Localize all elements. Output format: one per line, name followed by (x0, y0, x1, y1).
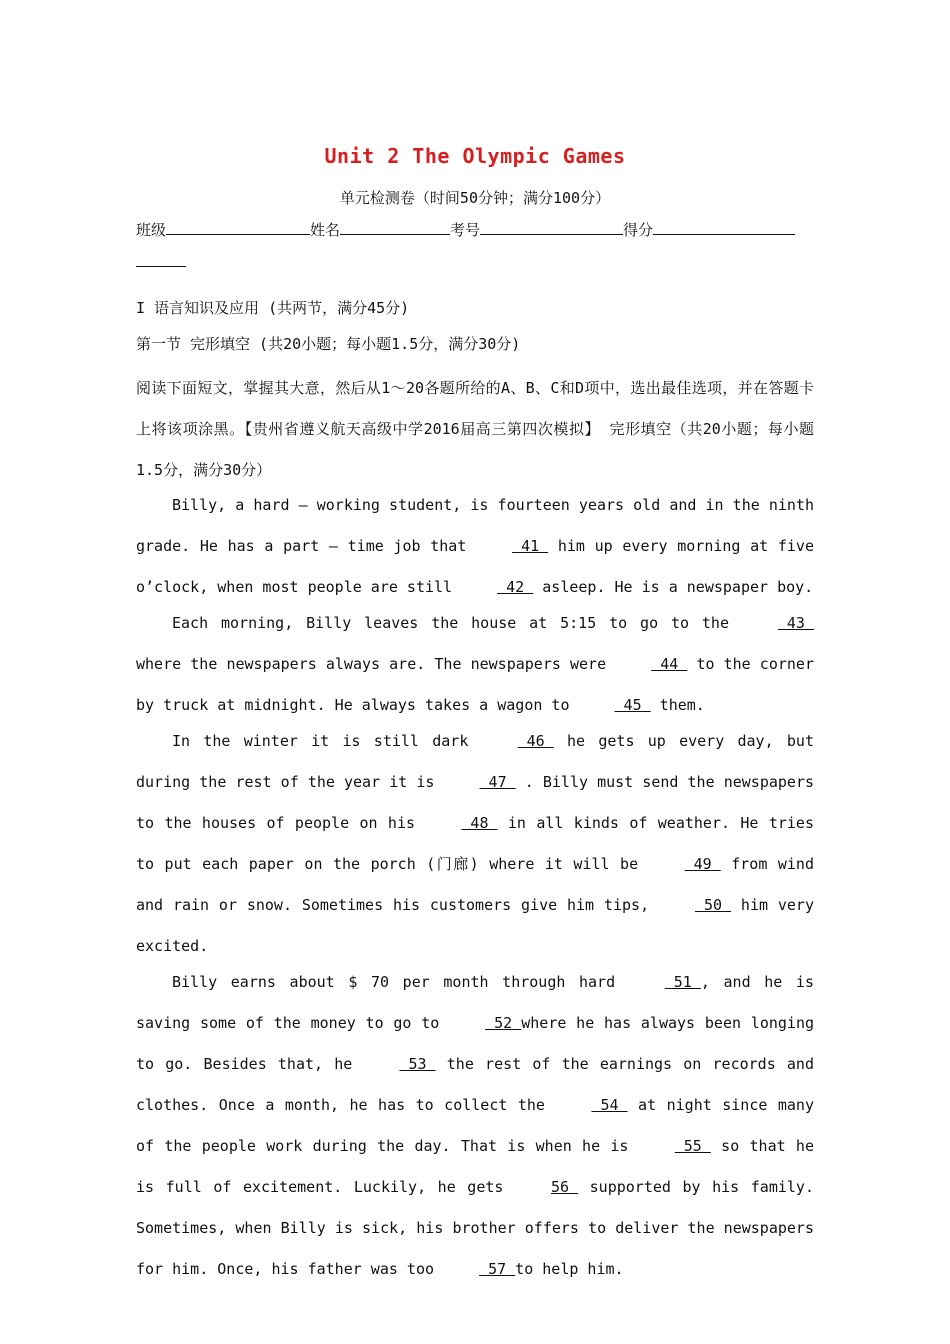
unit-title: Unit 2 The Olympic Games (324, 144, 626, 168)
passage-text: in all kinds of weather. He tries to put each paper on the porch (门廊) where it will be (136, 814, 814, 873)
blank-51: 51 (664, 973, 701, 991)
name-label: 姓名 (310, 221, 341, 239)
exam-subtitle: 单元检测卷（时间50分钟；满分100分） (339, 189, 611, 207)
blank-48: 48 (461, 814, 498, 832)
passage-text: Billy, a hard – working student, is fourteen years old and in the ninth grade. He has a part – time job that (136, 496, 814, 555)
blank-44: 44 (651, 655, 688, 673)
passage-text: In the winter it is still dark (172, 732, 482, 750)
blank-43: 43 (777, 614, 814, 632)
passage-text: him very excited. (136, 896, 814, 955)
passage-text: where he has always been longing to go. Besides that, he (136, 1014, 815, 1073)
blank-52: 52 (485, 1014, 522, 1032)
subsection-heading: 第一节 完形填空 (共20小题；每小题1.5分，满分30分) (136, 335, 521, 353)
passage-text: him up every morning at five o’clock, when most people are still (136, 537, 814, 596)
passage-text: , and he is saving some of the money to go to (136, 973, 814, 1032)
blank-56: 56 (550, 1178, 579, 1196)
cloze-passage (136, 485, 814, 1285)
score-label: 得分 (623, 221, 654, 239)
passage-text: Billy earns about $ 70 per month through hard (172, 973, 629, 991)
passage-text: them. (650, 696, 705, 714)
section-heading: I 语言知识及应用 (共两节，满分45分) (136, 299, 410, 317)
paragraph-1 (136, 485, 814, 608)
paragraph-3 (136, 721, 814, 967)
score-blank-continuation (136, 266, 186, 267)
passage-text: to the corner by truck at midnight. He always takes a wagon to (136, 655, 814, 714)
passage-text: asleep. He is a newspaper boy. (533, 578, 814, 596)
blank-53: 53 (399, 1055, 436, 1073)
exam-no-label: 考号 (450, 221, 481, 239)
class-label: 班级 (136, 221, 167, 239)
blank-42: 42 (497, 578, 534, 596)
passage-text: at night since many of the people work during the day. That is when he is (136, 1096, 814, 1155)
blank-55: 55 (674, 1137, 711, 1155)
exam-no-blank (480, 220, 623, 235)
blank-54: 54 (591, 1096, 628, 1114)
blank-45: 45 (614, 696, 651, 714)
passage-text: from wind and rain or snow. Sometimes his customers give him tips, (136, 855, 814, 914)
paragraph-2 (136, 603, 814, 726)
passage-text: Each morning, Billy leaves the house at 5:15 to go to the (172, 614, 742, 632)
passage-text: so that he is full of excitement. Luckily, he gets (136, 1137, 814, 1196)
student-info-line (136, 219, 814, 240)
score-blank (653, 220, 795, 235)
class-blank (166, 220, 310, 235)
blank-41: 41 (512, 537, 549, 555)
blank-47: 47 (479, 773, 516, 791)
passage-text: where the newspapers always are. The newspapers were (136, 655, 616, 673)
instructions: 阅读下面短文，掌握其大意，然后从1～20各题所给的A、B、C和D项中，选出最佳选项，并在答题卡上将该项涂黑。【贵州省遵义航天高级中学2016届高三第四次模拟】 完形填空（共20小题；每小题1.5分，满分30分） (136, 379, 814, 479)
blank-46: 46 (517, 732, 554, 750)
passage-text: he gets up every day, but during the rest of the year it is (136, 732, 814, 791)
blank-49: 49 (684, 855, 721, 873)
passage-text: the rest of the earnings on records and clothes. Once a month, he has to collect the (136, 1055, 814, 1114)
name-blank (340, 220, 450, 235)
passage-text: to help him. (515, 1260, 624, 1278)
passage-text: supported by his family. Sometimes, when Billy is sick, his brother offers to deliver the newspapers for him. Once, his father was too (136, 1178, 814, 1278)
blank-50: 50 (694, 896, 732, 914)
passage-text: . Billy must send the newspapers to the houses of people on his (136, 773, 815, 832)
blank-57: 57 (479, 1260, 516, 1278)
paragraph-4 (136, 962, 814, 1290)
